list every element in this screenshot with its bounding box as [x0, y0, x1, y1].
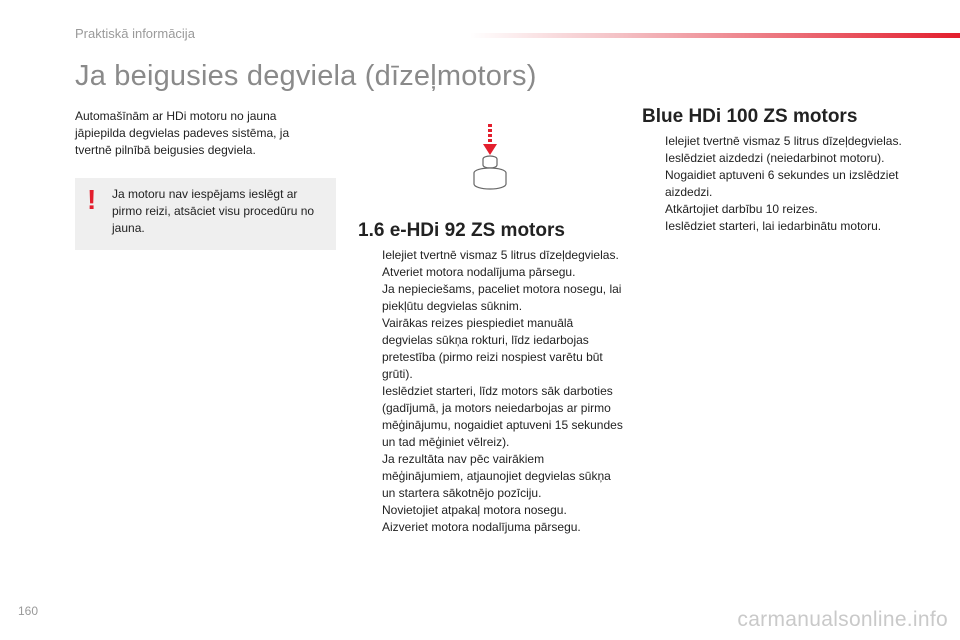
press-arrow [483, 124, 497, 155]
section-1-steps [360, 247, 625, 536]
warning-text: Ja motoru nav iespējams ieslēgt ar pirmo reizi, atsāciet visu procedūru no jauna. [112, 187, 315, 235]
header-accent-line [470, 33, 960, 38]
step-text: Ieslēdziet starteri, lai iedarbinātu motoru. [665, 219, 882, 233]
step-text: Ieslēdziet starteri, līdz motors sāk darboties (gadījumā, ja motors neiedarbojas ar pirmo mēģinājumu, nogaidiet aptuveni 15 sekundes un tad mēģiniet vēlreiz). [382, 384, 623, 449]
step-text: Atveriet motora nodalījuma pārsegu. [382, 265, 576, 279]
step-text: Ielejiet tvertnē vismaz 5 litrus dīzeļdegvielas. [665, 134, 902, 148]
warning-icon: ! [87, 184, 97, 215]
step-text: Ja rezultāta nav pēc vairākiem mēģinājumiem, atjaunojiet degvielas sūkņa un startera sākotnējo pozīciju. [382, 452, 611, 500]
step-item [360, 315, 625, 383]
step-text: Ja nepieciešams, paceliet motora nosegu, lai piekļūtu degvielas sūknim. [382, 282, 622, 313]
step-text: Ielejiet tvertnē vismaz 5 litrus dīzeļdegvielas. [382, 248, 619, 262]
step-item [360, 519, 625, 536]
warning-box [75, 178, 336, 250]
step-text: Nogaidiet aptuveni 6 sekundes un izslēdziet aizdedzi. [665, 168, 899, 199]
step-item [360, 383, 625, 451]
step-text: Novietojiet atpakaļ motora nosegu. [382, 503, 567, 517]
intro-text: Automašīnām ar HDi motoru no jauna jāpiepilda degvielas padeves sistēma, ja tvertnē pilnībā beigusies degviela. [75, 109, 290, 157]
step-item [643, 201, 908, 218]
step-item [643, 133, 908, 150]
watermark: carmanualsonline.info [737, 608, 948, 631]
section-2-steps [643, 133, 908, 235]
section-1-title: 1.6 e-HDi 92 ZS motors [358, 220, 565, 241]
step-item [643, 218, 908, 235]
step-item [360, 281, 625, 315]
step-item [360, 451, 625, 502]
step-item [643, 167, 908, 201]
step-text: Vairākas reizes piespiediet manuālā degvielas sūkņa rokturi, līdz iedarbojas pretestība (pirmo reizi nospiest varētu būt grūti). [382, 316, 603, 381]
step-item [360, 247, 625, 264]
section-2-title: Blue HDi 100 ZS motors [642, 106, 858, 127]
section-label: Praktiskā informācija [75, 26, 195, 41]
step-item [360, 264, 625, 281]
step-text: Atkārtojiet darbību 10 reizes. [665, 202, 818, 216]
page-number: 160 [18, 604, 39, 618]
step-text: Aizveriet motora nodalījuma pārsegu. [382, 520, 581, 534]
step-text: Ieslēdziet aizdedzi (neiedarbinot motoru). [665, 151, 885, 165]
step-item [360, 502, 625, 519]
step-item [643, 150, 908, 167]
fuel-pump-primer-icon [470, 122, 510, 194]
page-title: Ja beigusies degviela (dīzeļmotors) [75, 60, 537, 92]
